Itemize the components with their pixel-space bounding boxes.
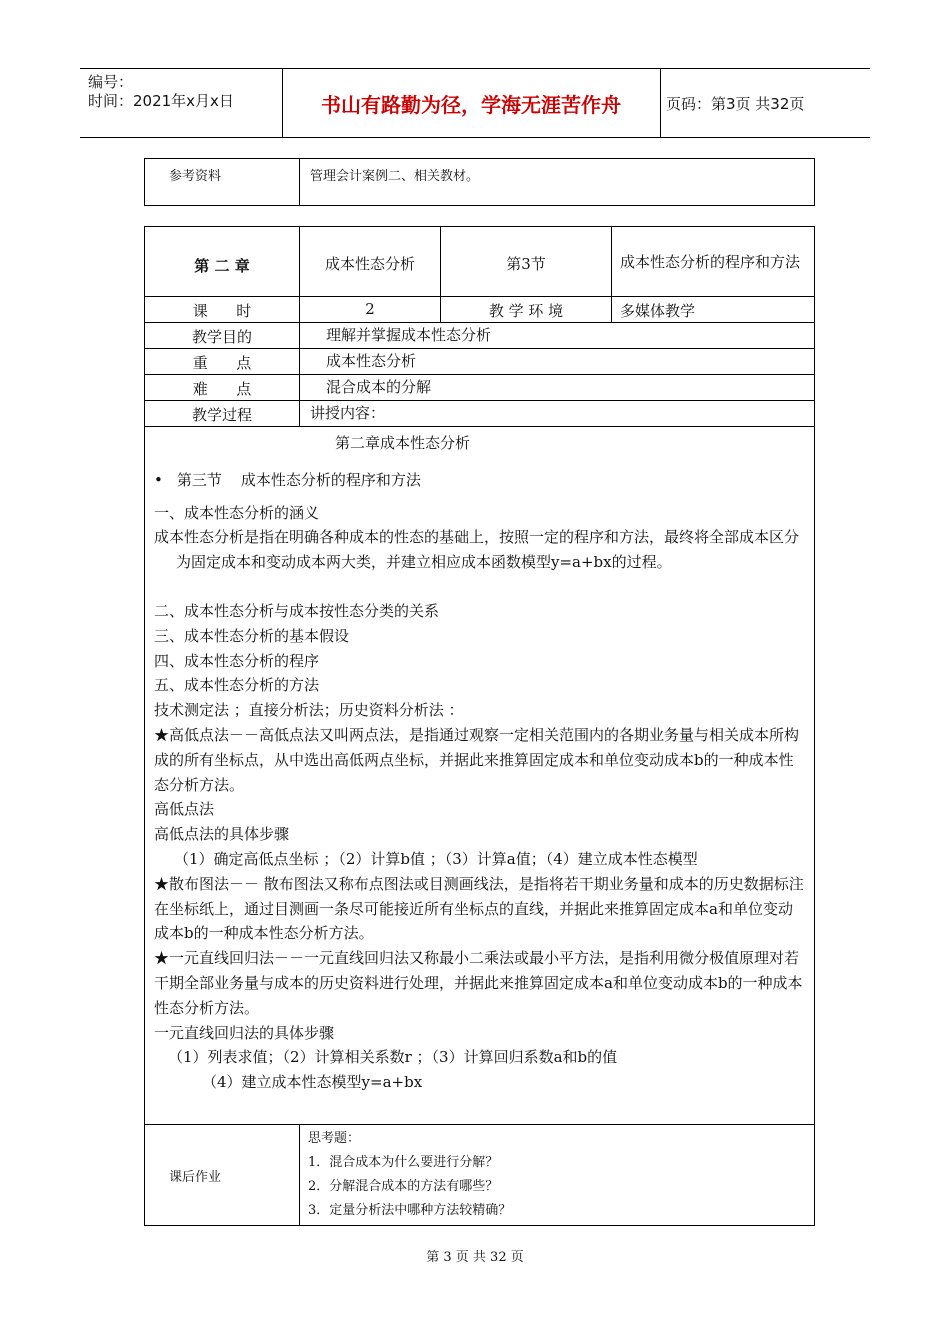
regression-steps-title: 一元直线回归法的具体步骤 <box>154 1023 335 1042</box>
header-motto: 书山有路勤为径，学海无涯苦作舟 <box>321 92 621 117</box>
section-bullet: • 第三节 成本性态分析的程序和方法 <box>154 470 421 489</box>
difficulty-label: 难 点 <box>145 375 300 401</box>
content-title: 第二章成本性态分析 <box>334 434 470 452</box>
chapter-cell: 第 二 章 <box>145 227 300 297</box>
reference-value: 管理会计案例二、相关教材。 <box>300 159 815 206</box>
high-low-steps-title: 高低点法的具体步骤 <box>154 825 290 844</box>
homework-label: 课后作业 <box>145 1125 300 1226</box>
header-page-number: 页码：第3页 共32页 <box>666 94 805 113</box>
document-number: 编号： <box>88 73 134 91</box>
methods-line: 技术测定法 ；直接分析法；历史资料分析法 ： <box>154 701 464 720</box>
document-date: 时间：2021年x月x日 <box>88 92 234 110</box>
heading-4: 四、成本性态分析的程序 <box>154 651 320 670</box>
goal-value: 理解并掌握成本性态分析 <box>300 323 815 349</box>
homework-title: 思考题： <box>308 1131 361 1146</box>
regression-steps-2: （4）建立成本性态模型y=a+bx <box>202 1073 423 1092</box>
goal-label: 教学目的 <box>145 323 300 349</box>
scatter-method: ★散布图法－－ 散布图法又称布点图法或目测画线法，是指将若干期业务量和成本的历史数据标注在坐标纸上，通过目测画一条尽可能接近所有坐标点的直线，并据此来推算固定成本a和单位变动成本b的一种成本性态分析方法。 <box>154 874 804 943</box>
environment-value: 多媒体教学 <box>612 297 815 323</box>
key-point-label: 重 点 <box>145 349 300 375</box>
heading-3: 三、成本性态分析的基本假设 <box>154 626 350 645</box>
reference-table <box>144 158 815 206</box>
homework-question-2: 2．分解混合成本的方法有哪些？ <box>308 1179 499 1194</box>
section-cell: 第3节 <box>441 227 612 297</box>
homework-question-1: 1．混合成本为什么要进行分解？ <box>308 1155 499 1170</box>
difficulty-value: 混合成本的分解 <box>300 375 815 401</box>
regression-method: ★一元直线回归法－－一元直线回归法又称最小二乘法或最小平方法，是指利用微分极值原理对若干期全部业务量与成本的历史资料进行处理，并据此来推算固定成本a和单位变动成本b的一种成本性态分析方法。 <box>154 949 803 1017</box>
header-divider <box>660 69 661 137</box>
page-header <box>80 68 870 138</box>
high-low-steps: （1）确定高低点坐标 ；（2）计算b值 ；（3）计算a值；（4）建立成本性态模型 <box>174 849 698 868</box>
bullet-icon: • <box>154 470 163 489</box>
process-value: 讲授内容： <box>300 401 815 427</box>
homework-question-3: 3．定量分析法中哪种方法较精确？ <box>308 1203 512 1218</box>
heading-5: 五、成本性态分析的方法 <box>154 676 320 695</box>
hours-label: 课 时 <box>145 297 300 323</box>
high-low-title: 高低点法 <box>154 800 215 819</box>
environment-label: 教 学 环 境 <box>441 297 612 323</box>
reference-label: 参考资料 <box>145 159 300 206</box>
key-point-value: 成本性态分析 <box>300 349 815 375</box>
section-topic-cell: 成本性态分析的程序和方法 <box>612 227 815 297</box>
lecture-content <box>145 427 815 1125</box>
paragraph-1: 成本性态分析是指在明确各种成本的性态的基础上，按照一定的程序和方法，最终将全部成本区分为固定成本和变动成本两大类，并建立相应成本函数模型y=a+bx的过程。 <box>154 528 800 572</box>
high-low-method: ★高低点法－－高低点法又叫两点法，是指通过观察一定相关范围内的各期业务量与相关成本所构成的所有坐标点，从中选出高低两点坐标，并据此来推算固定成本和单位变动成本b的一种成本性态分析方法。 <box>154 725 800 794</box>
hours-value: 2 <box>300 297 441 323</box>
homework-questions <box>300 1125 815 1226</box>
lesson-plan-table <box>144 226 815 1226</box>
heading-1: 一、成本性态分析的涵义 <box>154 503 320 522</box>
process-label: 教学过程 <box>145 401 300 427</box>
chapter-topic-cell: 成本性态分析 <box>300 227 441 297</box>
page-footer: 第 3 页 共 32 页 <box>426 1250 524 1265</box>
heading-2: 二、成本性态分析与成本按性态分类的关系 <box>154 601 440 620</box>
header-left <box>88 73 234 111</box>
regression-steps-1: （1）列表求值；（2）计算相关系数r ；（3）计算回归系数a和b的值 <box>168 1048 618 1067</box>
